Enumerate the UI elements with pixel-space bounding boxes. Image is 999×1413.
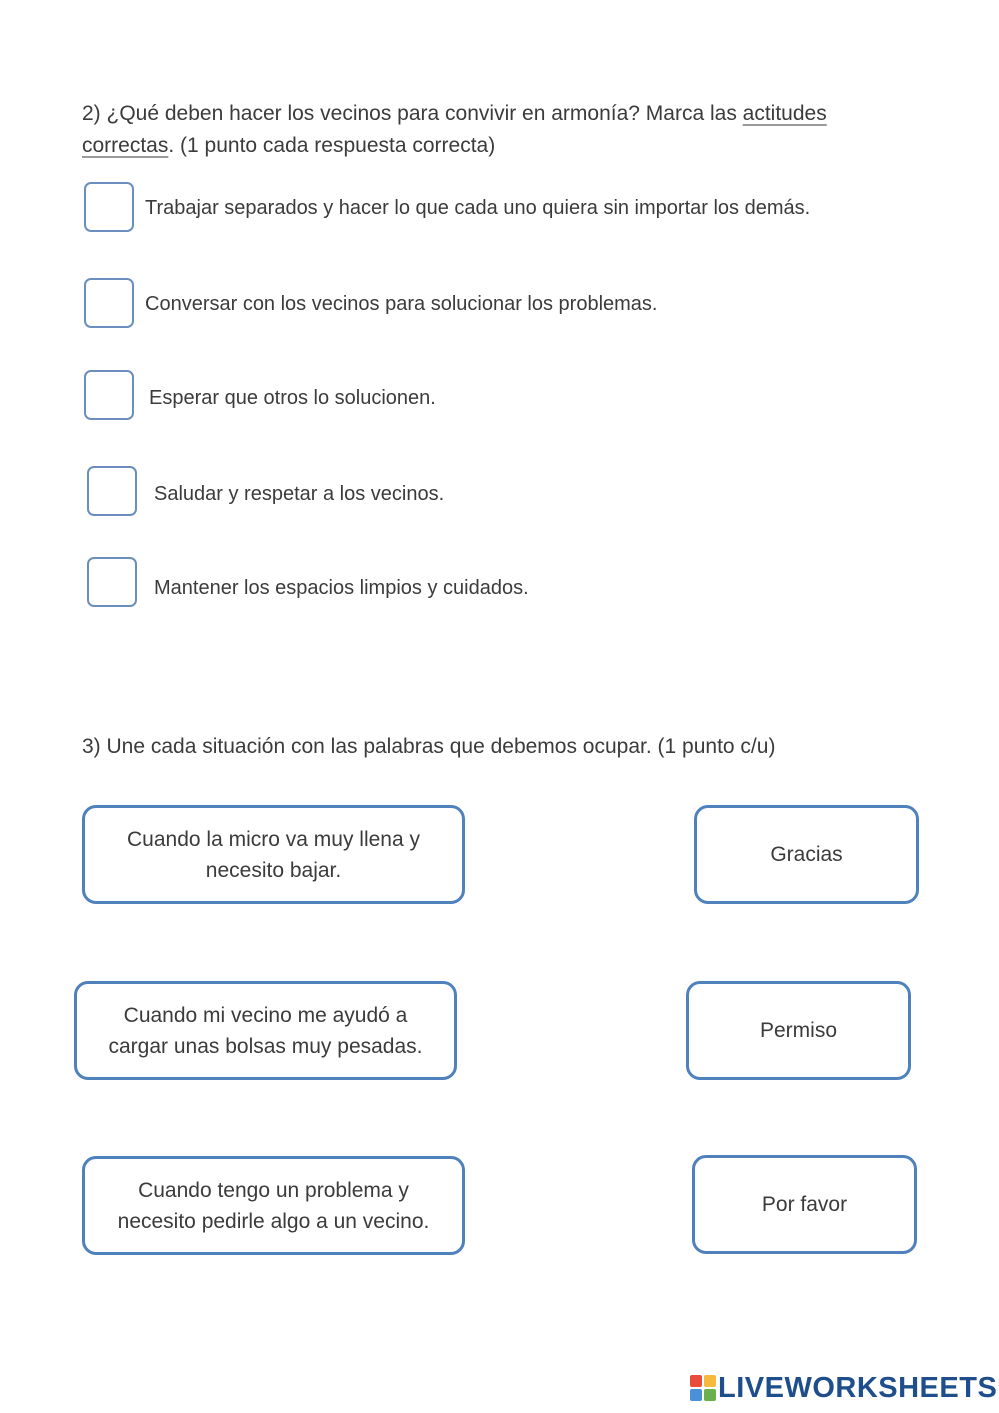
situation-box-2[interactable] (74, 981, 457, 1080)
option-checkbox-4[interactable] (87, 466, 137, 516)
liveworksheets-logo-icon (690, 1375, 716, 1401)
situation-text-2: Cuando mi vecino me ayudó a cargar unas bolsas muy pesadas. (108, 1003, 423, 1058)
situation-box-3[interactable] (82, 1156, 465, 1255)
question-2-title-part1: 2) ¿Qué deben hacer los vecinos para convivir en armonía? Marca las (82, 102, 743, 125)
word-box-gracias[interactable] (694, 805, 919, 904)
word-text-por-favor: Por favor (761, 1193, 848, 1216)
option-label-3: Esperar que otros lo solucionen. (149, 387, 436, 409)
question-2-title-underlined-1: actitudes (742, 102, 827, 125)
logo-square-1 (690, 1375, 702, 1387)
option-checkbox-2[interactable] (84, 278, 134, 328)
word-text-permiso: Permiso (759, 1019, 838, 1042)
option-checkbox-3[interactable] (84, 370, 134, 420)
liveworksheets-logo (690, 1372, 997, 1404)
option-checkbox-1[interactable] (84, 182, 134, 232)
logo-square-4 (704, 1389, 716, 1401)
question-2-title-underlined-2: correctas (82, 134, 169, 157)
word-box-por-favor[interactable] (692, 1155, 917, 1254)
liveworksheets-logo-text: LIVEWORKSHEETS (718, 1371, 998, 1404)
word-box-permiso[interactable] (686, 981, 911, 1080)
situation-text-3: Cuando tengo un problema y necesito pedirle algo a un vecino. (117, 1178, 430, 1233)
situation-text-1: Cuando la micro va muy llena y necesito bajar. (127, 827, 420, 882)
logo-square-2 (704, 1375, 716, 1387)
situation-box-1[interactable] (82, 805, 465, 904)
question-3-title: 3) Une cada situación con las palabras que debemos ocupar. (1 punto c/u) (82, 735, 776, 758)
question-2-title (82, 98, 882, 162)
question-2-title-part2: . (1 punto cada respuesta correcta) (168, 134, 496, 157)
option-label-5: Mantener los espacios limpios y cuidados. (154, 577, 529, 599)
option-label-2: Conversar con los vecinos para solucionar los problemas. (145, 293, 658, 315)
logo-square-3 (690, 1389, 702, 1401)
word-text-gracias: Gracias (770, 843, 843, 866)
option-label-4: Saludar y respetar a los vecinos. (154, 483, 445, 505)
option-label-1: Trabajar separados y hacer lo que cada uno quiera sin importar los demás. (145, 197, 811, 219)
option-checkbox-5[interactable] (87, 557, 137, 607)
